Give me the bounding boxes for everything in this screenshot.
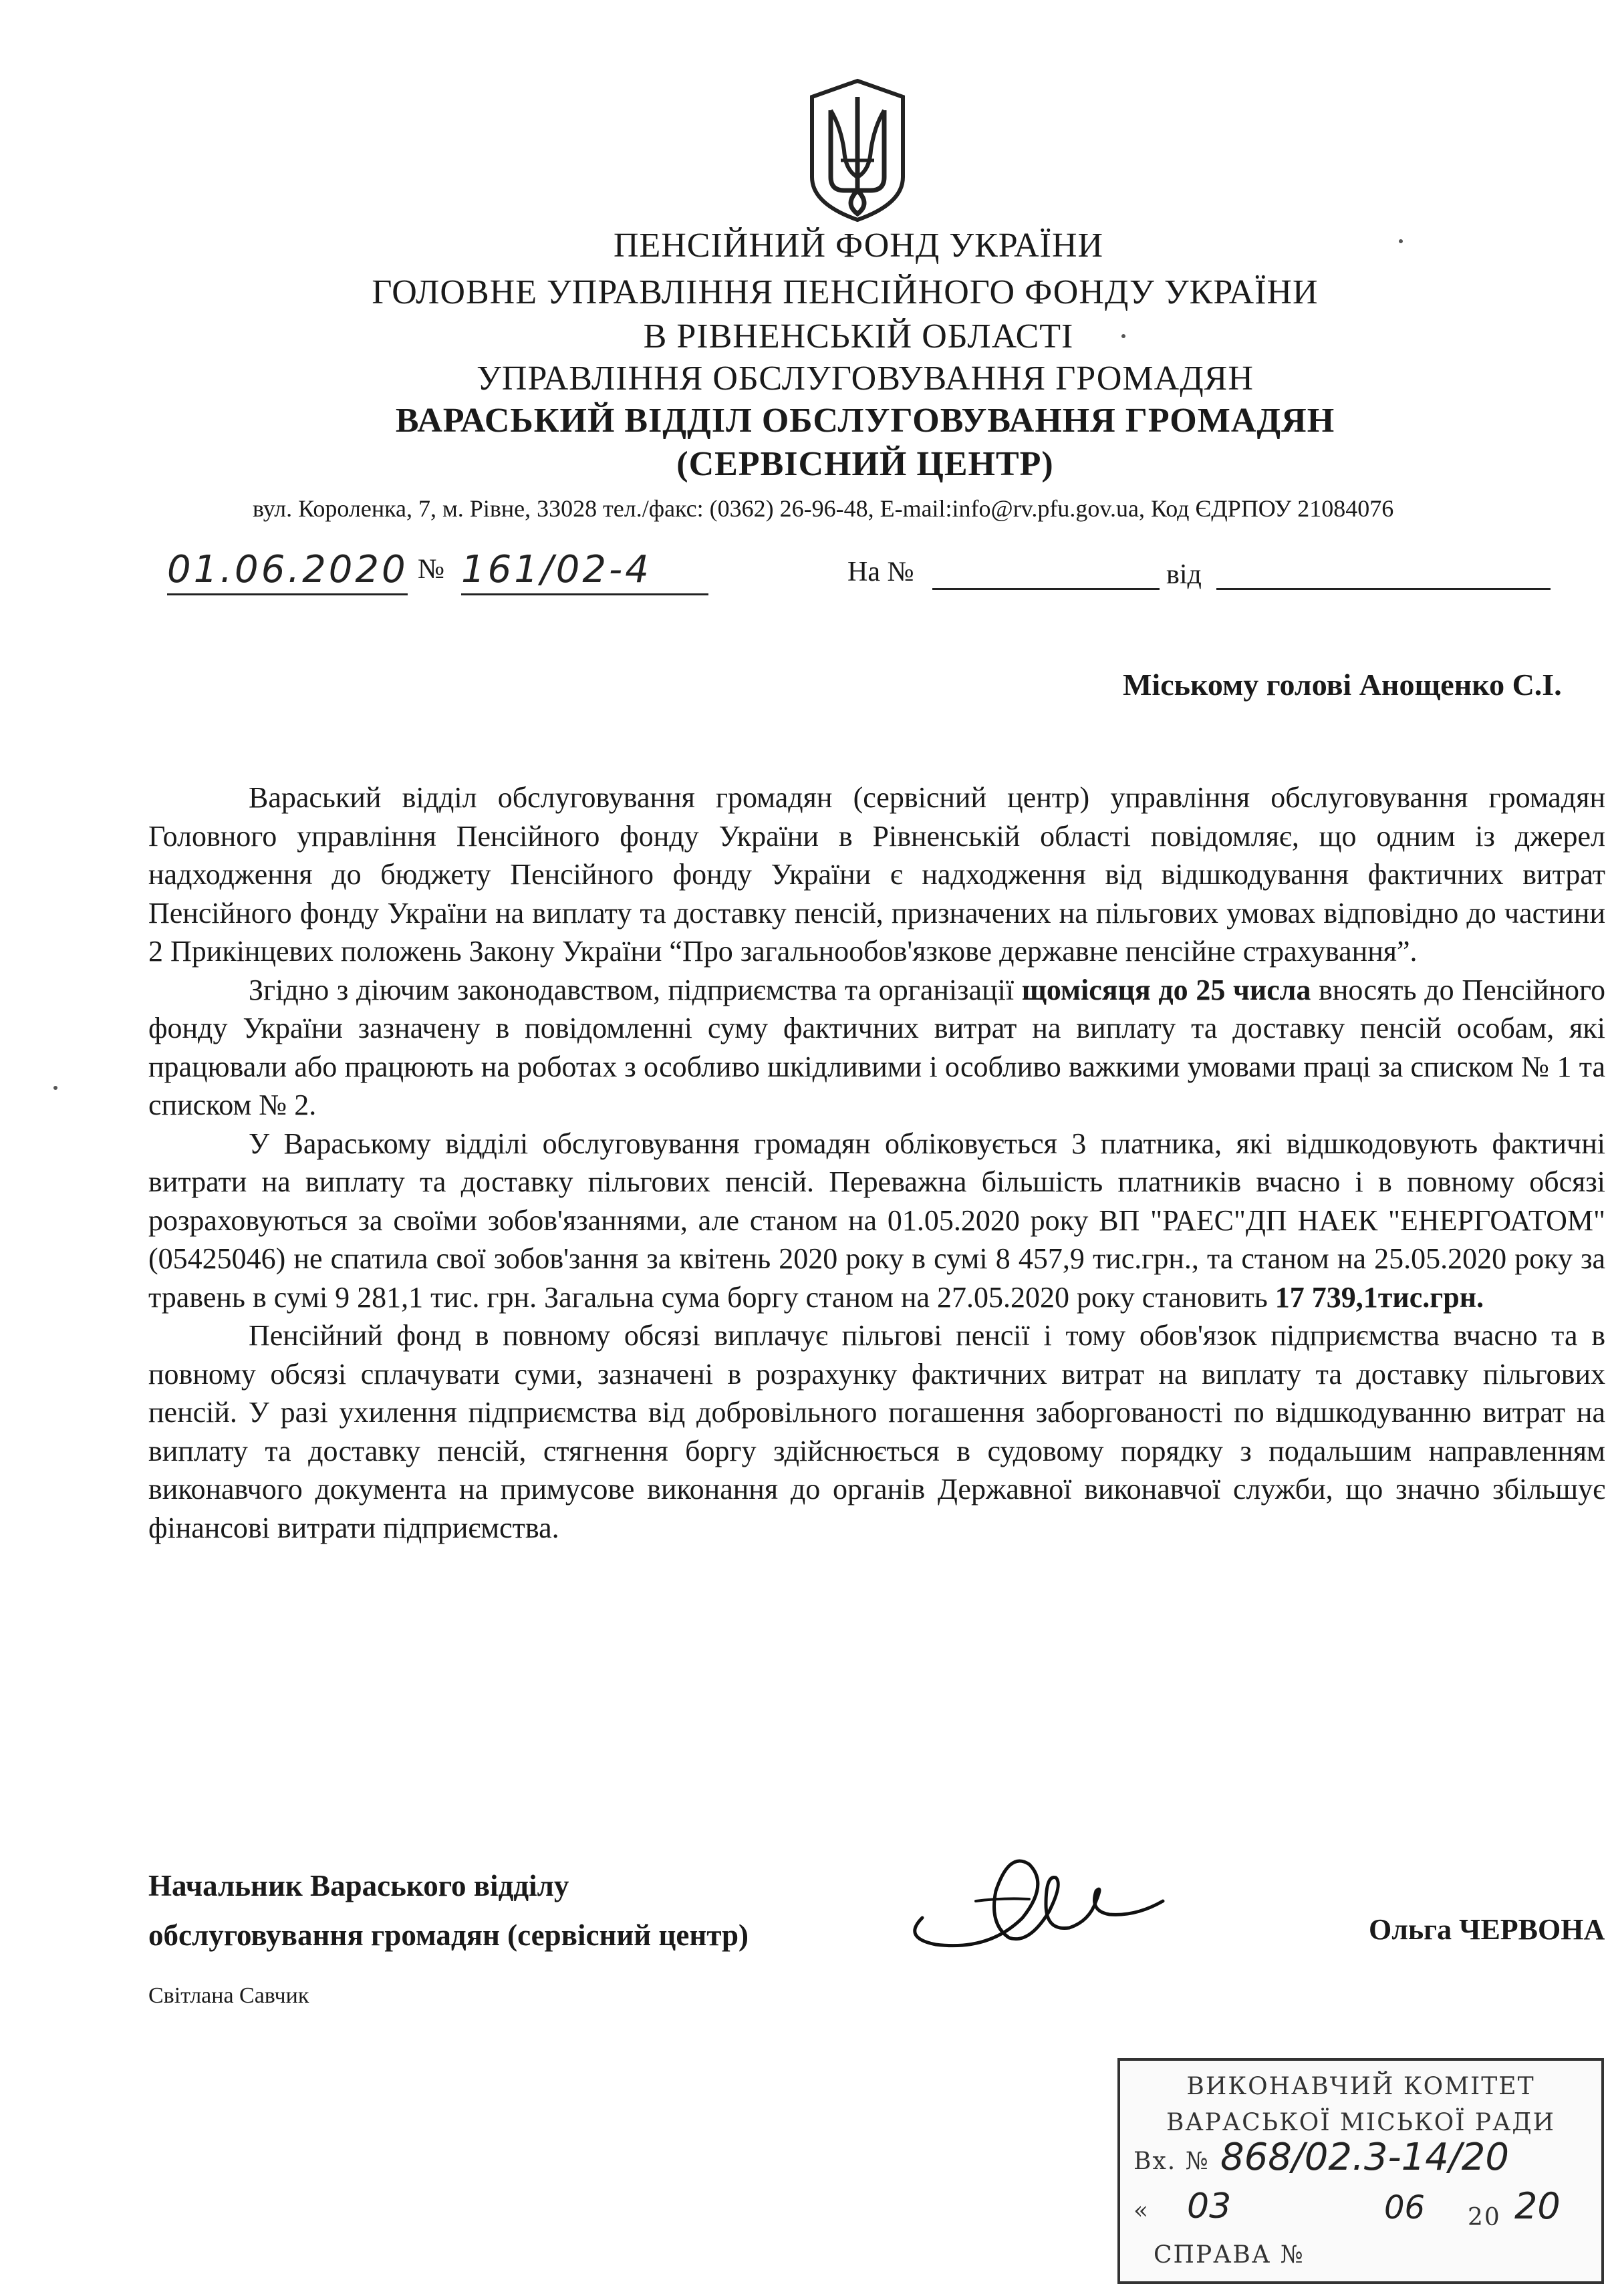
header-org-line-6: (СЕРВІСНИЙ ЦЕНТР)	[676, 445, 1054, 483]
registration-line	[167, 548, 1557, 601]
header-org-line-1: ПЕНСІЙНИЙ ФОНД УКРАЇНИ	[613, 227, 1104, 265]
stamp-authority-line-2: ВАРАСЬКОЇ МІСЬКОЇ РАДИ	[1166, 2109, 1556, 2136]
executor-name: Світлана Савчик	[148, 1983, 309, 2008]
payment-deadline: щомісяця до 25 числа	[1021, 973, 1311, 1006]
header-contacts: вул. Короленка, 7, м. Рівне, 33028 тел./факс: (0362) 26-96-48, E-mail:info@rv.pfu.gov.ua, Код ЄДРПОУ 21084076	[253, 495, 1394, 522]
signatory-title	[148, 1861, 749, 1960]
trident-emblem-icon	[804, 77, 911, 224]
letter-body	[148, 778, 1605, 1547]
date-underline	[167, 593, 408, 595]
signatory-title-line-2: обслуговування громадян (сервісний центр)	[148, 1918, 749, 1952]
signatory-name: Ольга ЧЕРВОНА	[1369, 1913, 1605, 1946]
body-paragraph-2	[148, 971, 1605, 1125]
stamp-case-label: СПРАВА №	[1154, 2241, 1305, 2269]
stamp-incoming-number: 868/02.3-14/20	[1220, 2136, 1510, 2179]
total-debt-amount: 17 739,1тис.грн.	[1274, 1280, 1484, 1314]
stamp-date-prefix: «	[1133, 2197, 1150, 2225]
scan-speck	[1399, 239, 1403, 243]
header-org-line-2: ГОЛОВНЕ УПРАВЛІННЯ ПЕНСІЙНОГО ФОНДУ УКРАЇНИ	[372, 273, 1319, 311]
reference-date-label: від	[1166, 559, 1202, 590]
body-paragraph-1: Вараський відділ обслуговування громадян (сервісний центр) управління обслуговування громадян Головного управління Пенсійного фонду України в Рівненській області повідомляє, що одним із джерел надходження до бюджету Пенсійного фонду України є надходження від відшкодування фактичних витрат Пенсійного фонду України на виплату та доставку пенсій, призначених на пільгових умовах відповідно до частини 2 Прикінцевих положень Закону України “Про загальнообов'язкове державне пенсійне страхування”.	[148, 781, 1605, 968]
header-org-line-4: УПРАВЛІННЯ ОБСЛУГОВУВАННЯ ГРОМАДЯН	[477, 360, 1254, 398]
reference-number-label: На №	[847, 557, 914, 587]
body-paragraph-4: Пенсійний фонд в повному обсязі виплачує пільгові пенсії і тому обов'язок підприємства вчасно та в повному обсязі сплачувати суми, зазначені в розрахунку фактичних витрат на виплату та доставку пільгових пенсій. У разі ухилення підприємства від добровільного погашення заборгованості по відшкодуванню витрат на виплату та доставку пенсій, стягнення боргу здійснюється в судовому порядку з подальшим направленням виконавчого документа на примусове виконання до органів Державної виконавчої служби, що значно збільшує фінансові витрати підприємства.	[148, 1319, 1605, 1544]
incoming-registration-stamp	[1117, 2058, 1604, 2284]
header-org-line-3: В РІВНЕНСЬКІЙ ОБЛАСТІ	[643, 317, 1074, 355]
scan-speck	[1121, 334, 1125, 338]
number-underline	[461, 593, 708, 595]
stamp-authority-line-1: ВИКОНАВЧИЙ КОМІТЕТ	[1186, 2073, 1535, 2100]
body-paragraph-3	[148, 1125, 1605, 1317]
paragraph-3-text: У Вараському відділі обслуговування громадян обліковується 3 платника, які відшкодовують фактичні витрати на виплату та доставку пільгових пенсій. Переважна більшість платників вчасно і в повному обсязі розраховуються за своїми зобов'язаннями, але станом на 01.05.2020 року ВП "РАЕС"ДП НАЕК "ЕНЕРГОАТОМ" (05425046) не спатила свої зобов'зання за квітень 2020 року в сумі 8 457,9 тис.грн., та станом на 25.05.2020 року за травень в сумі 9 281,1 тис. грн. Загальна сума боргу станом на 27.05.2020 року становить	[148, 1127, 1605, 1314]
stamp-year-prefix: 20	[1468, 2204, 1501, 2231]
paragraph-2-text-a: Згідно з діючим законодавством, підприємства та організації	[249, 973, 1022, 1006]
paragraph-2-text-b: вносять до Пенсійного фонду України зазначену в повідомленні суму фактичних витрат на виплату та доставку пенсій особам, які працювали або працюють на роботах з особливо шкідливими і особливо важкими умовами праці за списком № 1 та списком № 2.	[148, 973, 1605, 1121]
addressee: Міському голові Анощенко С.І.	[1123, 668, 1562, 702]
signatory-title-line-1: Начальник Вараського відділу	[148, 1869, 569, 1902]
number-label: №	[418, 554, 445, 585]
outgoing-number: 161/02-4	[461, 548, 652, 591]
stamp-year: 20	[1514, 2185, 1561, 2227]
header-org-line-5: ВАРАСЬКИЙ ВІДДІЛ ОБСЛУГОВУВАННЯ ГРОМАДЯН	[395, 402, 1335, 440]
stamp-day: 03	[1187, 2186, 1232, 2227]
outgoing-date: 01.06.2020	[167, 548, 408, 591]
handwritten-signature	[896, 1838, 1176, 1965]
reference-date-blank	[1216, 588, 1551, 590]
stamp-month: 06	[1384, 2189, 1426, 2227]
scan-speck	[53, 1086, 57, 1090]
stamp-incoming-label: Вх. №	[1133, 2148, 1210, 2175]
reference-number-blank	[932, 588, 1160, 590]
